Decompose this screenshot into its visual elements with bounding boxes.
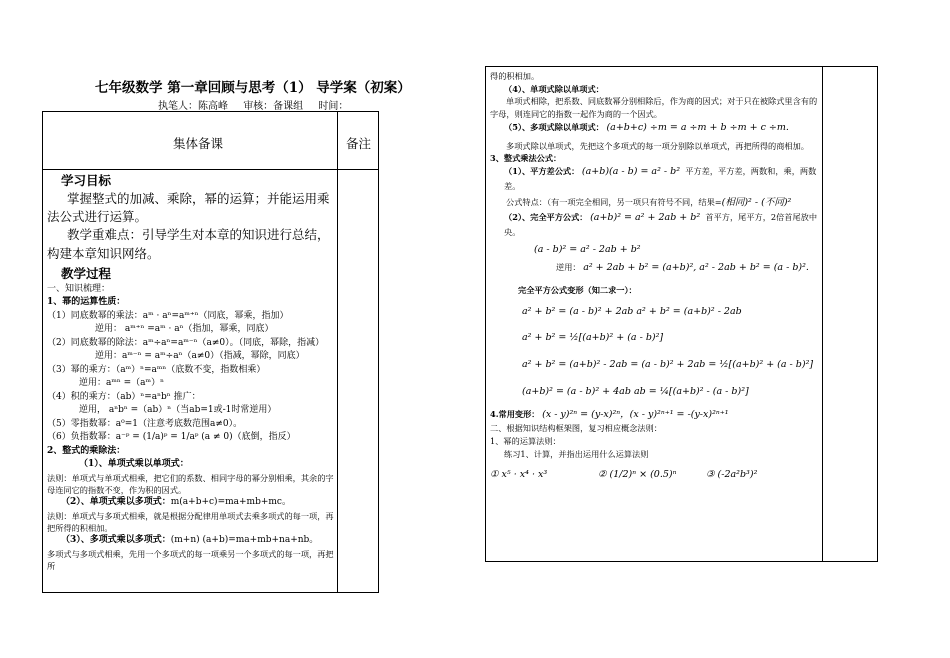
- formula: (a+b)² = a² + 2ab + b²: [590, 212, 701, 224]
- reviewer: 审核：备课组: [243, 101, 304, 112]
- subsection-heading: （5）、多项式除以单项式：: [504, 121, 604, 132]
- exercise-row: [490, 468, 820, 483]
- exercise-2: ② (1/2)ⁿ × (0.5)ⁿ: [598, 469, 677, 481]
- formula: (a+b)² = (a - b)² + 4ab ab = ¼[(a+b)² - (a - b)²]: [522, 385, 749, 397]
- text-line: （4）积的乘方：（ab）ⁿ=aⁿbⁿ 推广：: [47, 391, 201, 402]
- label: 逆用：: [556, 262, 581, 273]
- text-line: （2）同底数幂的除法：aᵐ÷aⁿ=aᵐ⁻ⁿ（a≠0）。（同底，幂除，指减）: [47, 337, 325, 348]
- document-title: 七年级数学 第一章回顾与思考（1） 导学案（初案）: [95, 80, 411, 96]
- text-line: 练习1、计算，并指出运用什么运算法则: [504, 448, 649, 459]
- subsection-heading: （1）、单项式乘以单项式：: [79, 459, 189, 470]
- formula: a² + 2ab + b² = (a+b)², a² - 2ab + b² = (a - b)².: [583, 262, 809, 274]
- subsection-heading: （3）、多项式乘以多项式：: [61, 535, 171, 546]
- formula: (a+b)(a - b) = a² - b²: [581, 165, 681, 177]
- text-line: 逆用：aᵐ⁻ⁿ = aᵐ÷aⁿ（a≠0）（指减，幂除，同底）: [95, 351, 305, 362]
- exercise-3: ③ (-2a²b³)²: [706, 469, 758, 481]
- section-heading: 3、整式乘法公式：: [490, 153, 562, 164]
- rule-text: 法则：单项式与单项式相乘，把它们的系数、相同字母的幂分别相乘，其余的字母连同它的指数不变，作为积的因式。: [47, 472, 334, 496]
- formula: a² + b² = (a - b)² + 2ab a² + b² = (a+b)² - 2ab: [522, 305, 742, 317]
- text-line: （5）零指数幂：a⁰=1（注意考底数范围a≠0）。: [47, 418, 243, 429]
- goals-heading: 学习目标: [61, 173, 112, 188]
- text-line: 公式特点：（有一项完全相同，另一项只有符号不同，结果=: [506, 197, 722, 208]
- goal-1: 掌握整式的加减、乘除，幂的运算；并能运用乘法公式进行运算。: [47, 191, 330, 225]
- right-table: [485, 66, 878, 562]
- subsection-heading: （2）、单项式乘以多项式：: [61, 497, 171, 508]
- rule-text: 多项式除以单项式，先把这个多项式的每一项分别除以单项式，再把所得的商相加。: [506, 140, 809, 151]
- text-line: 二、根据知识结构框架图，复习相应概念法则：: [490, 423, 662, 434]
- section-heading: 1、幂的运算性质：: [47, 297, 126, 308]
- formula: a² + b² = ½[(a+b)² + (a - b)²]: [522, 332, 664, 344]
- text-line: （1）同底数幂的乘法：aᵐ · aⁿ=aᵐ⁺ⁿ（同底，幂乘，指加）: [47, 310, 289, 321]
- subsection-heading: （2）、完全平方公式：: [504, 212, 588, 223]
- rule-text: 多项式与多项式相乘，先用一个多项式的每一项乘另一个多项式的每一项，再把所: [47, 548, 334, 572]
- text-line: 逆用， aⁿbⁿ =（ab）ⁿ（当ab=1或-1时常逆用）: [79, 405, 277, 416]
- time-label: 时间：: [318, 101, 349, 112]
- column-header-main: 集体备课: [173, 136, 224, 151]
- formula: (x - y)²ⁿ = (y-x)²ⁿ，(x - y)²ⁿ⁺¹ = -(y-x)²ⁿ⁺¹: [542, 408, 729, 420]
- left-table: [42, 111, 379, 593]
- rule-text: 法则：单项式与多项式相乘，就是根据分配律用单项式去乘多项式的每一项，再把所得的积相加。: [47, 510, 334, 534]
- subsection-heading: （1）、平方差公式：: [504, 165, 580, 176]
- text-line: （6）负指数幂：a⁻ᵖ = (1/a)ᵖ = 1/aᵖ (a ≠ 0)（底倒，指反）: [47, 432, 296, 443]
- rule-text: 单项式相除，把系数、同底数幂分别相除后，作为商的因式；对于只在被除式里含有的字母，则连同它的指数一起作为商的一个因式。: [490, 96, 818, 120]
- section-heading: 2、整式的乘除法：: [47, 445, 126, 456]
- exercise-1: ① x⁵ · x⁴ · x³: [490, 469, 548, 481]
- process-heading: 教学过程: [61, 265, 112, 281]
- text-line: 1、幂的运算法则：: [490, 435, 561, 446]
- formula: m(a+b+c)=ma+mb+mc。: [170, 497, 291, 508]
- author: 执笔人：陈高峰: [158, 101, 228, 112]
- text-line: 一、知识梳理：: [47, 283, 111, 294]
- goal-2: 教学重难点：引导学生对本章的知识进行总结，构建本章知识网络。: [47, 227, 330, 261]
- text-line: 得的积相加。: [490, 71, 540, 81]
- text-line: （3）幂的乘方：（aᵐ）ⁿ=aᵐⁿ（底数不变，指数相乘）: [47, 364, 266, 375]
- author-line: [158, 97, 360, 112]
- text-line: 逆用： aᵐ⁺ⁿ =aᵐ · aⁿ（指加，幂乘，同底）: [95, 324, 274, 335]
- formula: (m+n) (a+b)=ma+mb+na+nb。: [170, 535, 319, 546]
- right-content: [490, 70, 820, 483]
- subsection-heading: （4）、单项式除以单项式：: [504, 83, 604, 94]
- formula: (a - b)² = a² - 2ab + b²: [534, 243, 641, 255]
- left-content: [47, 169, 335, 573]
- column-header-notes: 备注: [346, 136, 372, 151]
- mnemonic: 平方差，平方差，两数和，乘，两数差。: [504, 165, 817, 191]
- column-divider: [822, 67, 823, 561]
- subsection-heading: 完全平方公式变形（知二求一）：: [518, 284, 637, 295]
- mnemonic: 首平方，尾平方，2倍首尾放中央。: [504, 212, 818, 237]
- formula: (a+b+c) ÷m = a ÷m + b ÷m + c ÷m.: [606, 121, 789, 133]
- text-line: 逆用：aᵐⁿ =（aᵐ）ⁿ: [79, 378, 164, 389]
- formula: (相同)² - (不同)²: [721, 197, 792, 209]
- subsection-heading: 4.常用变形：: [490, 408, 540, 419]
- column-divider: [337, 112, 338, 592]
- formula: a² + b² = (a+b)² - 2ab = (a - b)² + 2ab = ½[(a+b)² + (a - b)²]: [522, 359, 814, 371]
